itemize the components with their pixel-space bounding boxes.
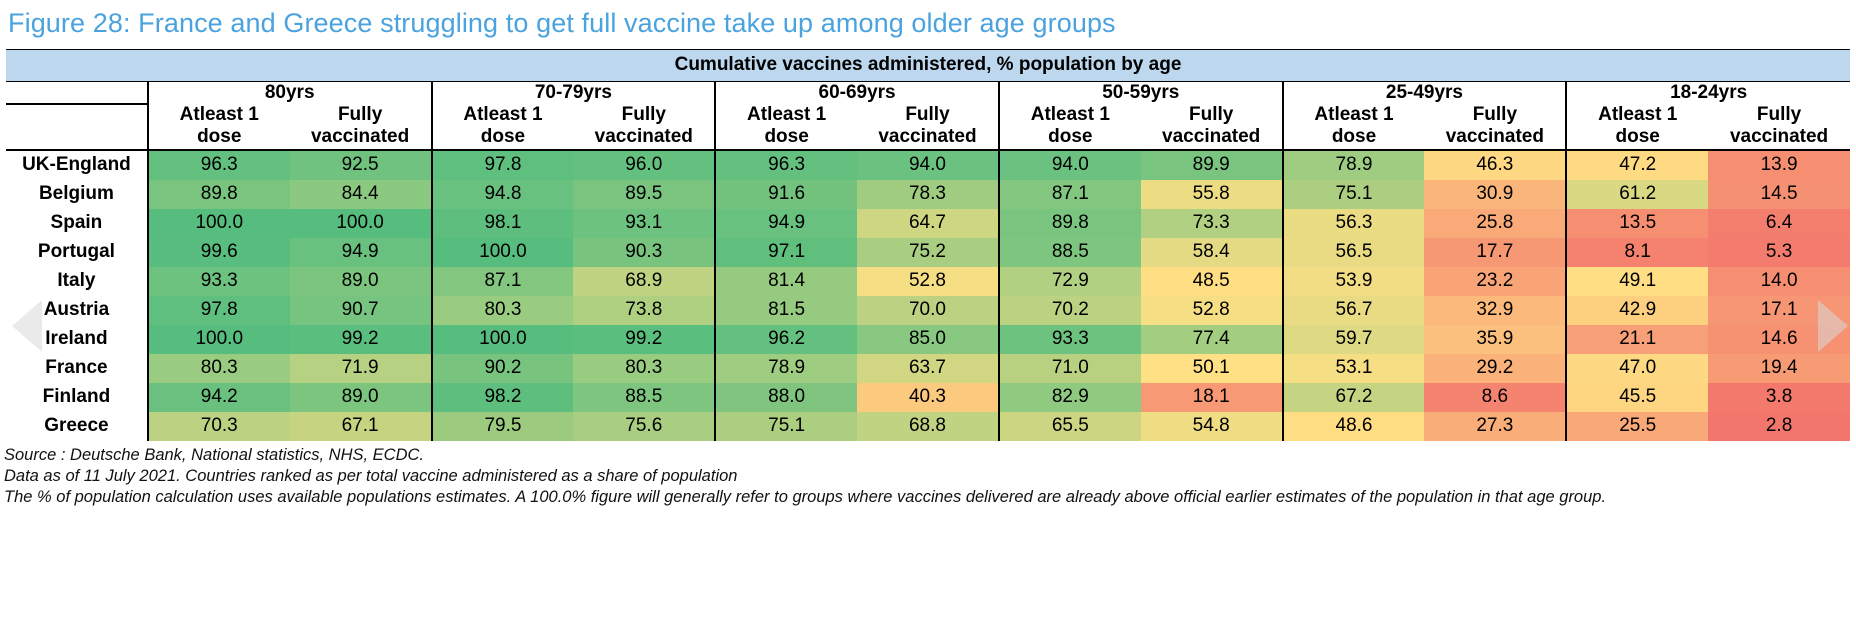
heatmap-cell: 35.9 — [1424, 325, 1566, 354]
heatmap-cell: 89.5 — [573, 180, 715, 209]
heatmap-cell: 30.9 — [1424, 180, 1566, 209]
country-label: Greece — [6, 412, 148, 441]
heatmap-cell: 78.9 — [715, 354, 857, 383]
age-group-header: 18-24yrs — [1566, 82, 1850, 104]
heatmap-cell: 54.8 — [1141, 412, 1283, 441]
heatmap-cell: 55.8 — [1141, 180, 1283, 209]
heatmap-cell: 50.1 — [1141, 354, 1283, 383]
heatmap-cell: 70.3 — [148, 412, 290, 441]
heatmap-cell: 99.2 — [290, 325, 432, 354]
heatmap-cell: 90.2 — [432, 354, 574, 383]
measure-header: Atleast 1 dose — [715, 104, 857, 150]
measure-header: Atleast 1 dose — [148, 104, 290, 150]
table-body — [6, 150, 1850, 441]
heatmap-cell: 94.0 — [857, 150, 999, 180]
country-label: Belgium — [6, 180, 148, 209]
heatmap-cell: 98.2 — [432, 383, 574, 412]
heatmap-cell: 80.3 — [432, 296, 574, 325]
heatmap-cell: 68.9 — [573, 267, 715, 296]
measure-header-row — [6, 104, 1850, 150]
country-label: France — [6, 354, 148, 383]
measure-header: Fully vaccinated — [1424, 104, 1566, 150]
heatmap-cell: 71.0 — [999, 354, 1141, 383]
heatmap-cell: 99.6 — [148, 238, 290, 267]
heatmap-cell: 48.5 — [1141, 267, 1283, 296]
table-row — [6, 383, 1850, 412]
heatmap-cell: 93.3 — [148, 267, 290, 296]
heatmap-cell: 90.7 — [290, 296, 432, 325]
heatmap-cell: 97.1 — [715, 238, 857, 267]
table-row — [6, 238, 1850, 267]
heatmap-cell: 97.8 — [148, 296, 290, 325]
measure-header: Fully vaccinated — [857, 104, 999, 150]
heatmap-cell: 27.3 — [1424, 412, 1566, 441]
table-row — [6, 296, 1850, 325]
footnote-method: The % of population calculation uses available populations estimates. A 100.0% figure will generally refer to groups where vaccines delivered are already above official earlier estimates of the population in that age group. — [4, 488, 1607, 507]
heatmap-cell: 40.3 — [857, 383, 999, 412]
table-row — [6, 412, 1850, 441]
heatmap-cell: 81.4 — [715, 267, 857, 296]
footnote-asof: Data as of 11 July 2021. Countries ranked as per total vaccine administered as a share of population — [4, 466, 738, 485]
heatmap-cell: 94.8 — [432, 180, 574, 209]
heatmap-cell: 82.9 — [999, 383, 1141, 412]
heatmap-cell: 42.9 — [1566, 296, 1708, 325]
heatmap-cell: 75.1 — [1283, 180, 1425, 209]
measure-header: Atleast 1 dose — [999, 104, 1141, 150]
heatmap-cell: 68.8 — [857, 412, 999, 441]
chart-subtitle: Cumulative vaccines administered, % population by age — [6, 49, 1850, 82]
heatmap-cell: 56.5 — [1283, 238, 1425, 267]
heatmap-cell: 75.1 — [715, 412, 857, 441]
measure-header: Fully vaccinated — [1141, 104, 1283, 150]
heatmap-cell: 58.4 — [1141, 238, 1283, 267]
table-row — [6, 209, 1850, 238]
heatmap-cell: 19.4 — [1708, 354, 1850, 383]
measure-header: Fully vaccinated — [1708, 104, 1850, 150]
prev-arrow-icon[interactable] — [12, 300, 42, 352]
heatmap-cell: 91.6 — [715, 180, 857, 209]
country-label: Austria — [6, 296, 148, 325]
heatmap-cell: 14.6 — [1708, 325, 1850, 354]
heatmap-cell: 97.8 — [432, 150, 574, 180]
heatmap-cell: 13.9 — [1708, 150, 1850, 180]
table-row — [6, 180, 1850, 209]
heatmap-cell: 67.1 — [290, 412, 432, 441]
heatmap-cell: 94.0 — [999, 150, 1141, 180]
heatmap-cell: 73.3 — [1141, 209, 1283, 238]
heatmap-cell: 100.0 — [432, 238, 574, 267]
heatmap-cell: 3.8 — [1708, 383, 1850, 412]
heatmap-cell: 75.6 — [573, 412, 715, 441]
heatmap-cell: 93.1 — [573, 209, 715, 238]
heatmap-cell: 53.1 — [1283, 354, 1425, 383]
heatmap-cell: 64.7 — [857, 209, 999, 238]
page-title: Figure 28: France and Greece struggling to get full vaccine take up among older age groups — [8, 8, 1116, 38]
heatmap-cell: 88.5 — [999, 238, 1141, 267]
country-label: Italy — [6, 267, 148, 296]
heatmap-cell: 93.3 — [999, 325, 1141, 354]
heatmap-cell: 47.0 — [1566, 354, 1708, 383]
heatmap-cell: 94.9 — [715, 209, 857, 238]
country-label: Ireland — [6, 325, 148, 354]
heatmap-cell: 94.2 — [148, 383, 290, 412]
heatmap-cell: 71.9 — [290, 354, 432, 383]
heatmap-cell: 25.5 — [1566, 412, 1708, 441]
country-column-header — [6, 104, 148, 150]
age-group-header: 50-59yrs — [999, 82, 1283, 104]
heatmap-cell: 6.4 — [1708, 209, 1850, 238]
country-label: UK-England — [6, 150, 148, 180]
heatmap-cell: 88.5 — [573, 383, 715, 412]
heatmap-cell: 72.9 — [999, 267, 1141, 296]
heatmap-cell: 78.3 — [857, 180, 999, 209]
age-group-header: 25-49yrs — [1283, 82, 1567, 104]
heatmap-cell: 46.3 — [1424, 150, 1566, 180]
heatmap-cell: 89.0 — [290, 383, 432, 412]
corner-cell — [6, 82, 148, 104]
heatmap-cell: 61.2 — [1566, 180, 1708, 209]
heatmap-cell: 80.3 — [573, 354, 715, 383]
heatmap-cell: 23.2 — [1424, 267, 1566, 296]
heatmap-cell: 47.2 — [1566, 150, 1708, 180]
heatmap-cell: 18.1 — [1141, 383, 1283, 412]
heatmap-cell: 52.8 — [857, 267, 999, 296]
table-row — [6, 150, 1850, 180]
table-row — [6, 325, 1850, 354]
heatmap-cell: 70.0 — [857, 296, 999, 325]
heatmap-cell: 13.5 — [1566, 209, 1708, 238]
country-label: Portugal — [6, 238, 148, 267]
heatmap-cell: 25.8 — [1424, 209, 1566, 238]
heatmap-cell: 59.7 — [1283, 325, 1425, 354]
heatmap-cell: 99.2 — [573, 325, 715, 354]
heatmap-cell: 2.8 — [1708, 412, 1850, 441]
age-group-header-row — [6, 82, 1850, 104]
heatmap-cell: 45.5 — [1566, 383, 1708, 412]
heatmap-cell: 5.3 — [1708, 238, 1850, 267]
heatmap-cell: 100.0 — [148, 209, 290, 238]
heatmap-cell: 89.9 — [1141, 150, 1283, 180]
age-group-header: 60-69yrs — [715, 82, 999, 104]
heatmap-cell: 87.1 — [432, 267, 574, 296]
heatmap-cell: 92.5 — [290, 150, 432, 180]
heatmap-cell: 73.8 — [573, 296, 715, 325]
heatmap-cell: 56.7 — [1283, 296, 1425, 325]
heatmap-cell: 49.1 — [1566, 267, 1708, 296]
measure-header: Atleast 1 dose — [1283, 104, 1425, 150]
table-row — [6, 267, 1850, 296]
heatmap-cell: 52.8 — [1141, 296, 1283, 325]
heatmap-cell: 90.3 — [573, 238, 715, 267]
heatmap-cell: 78.9 — [1283, 150, 1425, 180]
heatmap-cell: 87.1 — [999, 180, 1141, 209]
table-row — [6, 354, 1850, 383]
heatmap-cell: 8.6 — [1424, 383, 1566, 412]
country-label: Finland — [6, 383, 148, 412]
age-group-header: 80yrs — [148, 82, 432, 104]
measure-header: Atleast 1 dose — [432, 104, 574, 150]
measure-header: Fully vaccinated — [290, 104, 432, 150]
heatmap-cell: 79.5 — [432, 412, 574, 441]
heatmap-cell: 85.0 — [857, 325, 999, 354]
heatmap-cell: 81.5 — [715, 296, 857, 325]
measure-header: Atleast 1 dose — [1566, 104, 1708, 150]
heatmap-cell: 88.0 — [715, 383, 857, 412]
heatmap-cell: 96.0 — [573, 150, 715, 180]
heatmap-cell: 100.0 — [290, 209, 432, 238]
heatmap-cell: 94.9 — [290, 238, 432, 267]
heatmap-cell: 100.0 — [432, 325, 574, 354]
heatmap-cell: 14.5 — [1708, 180, 1850, 209]
heatmap-cell: 89.0 — [290, 267, 432, 296]
heatmap-cell: 96.3 — [715, 150, 857, 180]
heatmap-cell: 17.1 — [1708, 296, 1850, 325]
vaccine-heatmap-table — [6, 82, 1850, 441]
country-label: Spain — [6, 209, 148, 238]
heatmap-cell: 77.4 — [1141, 325, 1283, 354]
heatmap-cell: 32.9 — [1424, 296, 1566, 325]
heatmap-cell: 100.0 — [148, 325, 290, 354]
footnote-source: Source : Deutsche Bank, National statistics, NHS, ECDC. — [4, 445, 424, 464]
heatmap-cell: 70.2 — [999, 296, 1141, 325]
heatmap-cell: 84.4 — [290, 180, 432, 209]
heatmap-cell: 17.7 — [1424, 238, 1566, 267]
heatmap-cell: 75.2 — [857, 238, 999, 267]
next-arrow-icon[interactable] — [1818, 300, 1848, 352]
age-group-header: 70-79yrs — [432, 82, 716, 104]
heatmap-cell: 8.1 — [1566, 238, 1708, 267]
footnotes — [0, 441, 1856, 508]
heatmap-cell: 29.2 — [1424, 354, 1566, 383]
measure-header: Fully vaccinated — [573, 104, 715, 150]
heatmap-cell: 98.1 — [432, 209, 574, 238]
heatmap-cell: 96.3 — [148, 150, 290, 180]
heatmap-cell: 53.9 — [1283, 267, 1425, 296]
heatmap-cell: 96.2 — [715, 325, 857, 354]
heatmap-cell: 56.3 — [1283, 209, 1425, 238]
heatmap-cell: 48.6 — [1283, 412, 1425, 441]
heatmap-cell: 80.3 — [148, 354, 290, 383]
heatmap-cell: 63.7 — [857, 354, 999, 383]
table-header — [6, 82, 1850, 150]
heatmap-cell: 14.0 — [1708, 267, 1850, 296]
heatmap-cell: 65.5 — [999, 412, 1141, 441]
heatmap-cell: 89.8 — [148, 180, 290, 209]
heatmap-cell: 21.1 — [1566, 325, 1708, 354]
heatmap-cell: 67.2 — [1283, 383, 1425, 412]
heatmap-cell: 89.8 — [999, 209, 1141, 238]
